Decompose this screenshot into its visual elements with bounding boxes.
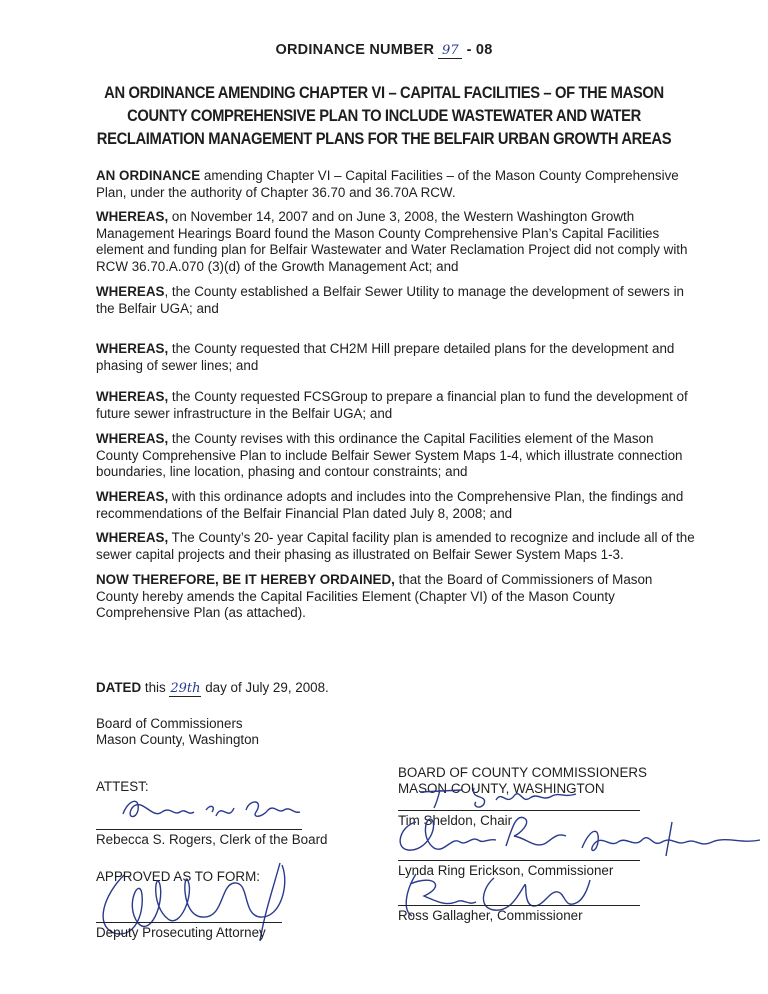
gallagher-name: Ross Gallagher, Commissioner	[398, 908, 583, 923]
paragraph-intro: AN ORDINANCE amending Chapter VI – Capital Facilities – of the Mason County Comprehensive Plan, under the authority of Chapter 36.70 and 36.70A RCW.	[96, 168, 679, 200]
commission-heading-1: BOARD OF COUNTY COMMISSIONERS	[398, 765, 647, 780]
ordinance-label: ORDINANCE NUMBER	[275, 42, 435, 58]
paragraph-whereas-ch2m: WHEREAS, the County requested that CH2M Hill prepare detailed plans for the development and phasing of sewer lines; and	[96, 341, 675, 373]
paragraph-now-therefore: NOW THEREFORE, BE IT HEREBY ORDAINED, that the Board of Commissioners of Mason County hereby amends the Capital Facilities Element (Chapter VI) of the Mason County Comprehensive Plan (as attached).	[96, 572, 653, 620]
clerk-name: Rebecca S. Rogers, Clerk of the Board	[96, 832, 328, 847]
commission-heading-2: MASON COUNTY, WASHINGTON	[398, 781, 605, 796]
dated-line: DATED this 29th day of July 29, 2008.	[96, 680, 329, 696]
erickson-signature-extension	[576, 818, 766, 862]
ordinance-number-line	[0, 42, 768, 59]
paragraph-whereas-hearings-board: WHEREAS, on November 14, 2007 and on June 3, 2008, the Western Washington Growth Management Hearings Board found the Mason County Comprehensive Plan’s Capital Facilities element and funding plan for Belfair Wastewater and Water Reclamation Project did not comply with RCW 36.70.A.070 (3)(d) of the Growth Management Act; and	[96, 209, 688, 274]
erickson-signature	[386, 808, 576, 860]
dated-day-handwritten: 29th	[170, 681, 201, 696]
chair-name: Tim Sheldon, Chair	[398, 813, 513, 828]
ordinance-suffix: - 08	[466, 42, 493, 58]
paragraph-whereas-financial-plan: WHEREAS, with this ordinance adopts and includes into the Comprehensive Plan, the findings and recommendations of the Belfair Financial Plan dated July 8, 2008; and	[96, 489, 684, 521]
attest-label: ATTEST:	[96, 779, 149, 794]
attorney-title: Deputy Prosecuting Attorney	[96, 925, 266, 940]
paragraph-whereas-revises: WHEREAS, the County revises with this ordinance the Capital Facilities element of the Mason County Comprehensive Plan to include Belfair Sewer System Maps 1-4, which illustrate connection boundaries, line location, phasing and contour constraints; and	[96, 431, 683, 479]
board-line-2: Mason County, Washington	[96, 732, 260, 747]
gallagher-signature-line	[398, 905, 640, 906]
clerk-signature	[118, 792, 308, 826]
board-line-1: Board of Commissioners	[96, 716, 243, 731]
dated-label: DATED	[96, 680, 142, 695]
paragraph-whereas-fcsgroup: WHEREAS, the County requested FCSGroup to prepare a financial plan to fund the development of future sewer infrastructure in the Belfair UGA; and	[96, 389, 688, 421]
approved-label: APPROVED AS TO FORM:	[96, 869, 260, 884]
clerk-signature-line	[96, 829, 302, 830]
chair-signature	[414, 780, 594, 810]
erickson-signature-line	[398, 860, 640, 861]
ordinance-number-handwritten: 97	[438, 43, 462, 59]
paragraph-whereas-capital-plan: WHEREAS, The County’s 20- year Capital facility plan is amended to recognize and include all of the sewer capital projects and their phasing as illustrated on Belfair Sewer System Maps 1-3.	[96, 530, 695, 562]
ordinance-title: AN ORDINANCE AMENDING CHAPTER VI – CAPITAL FACILITIES – OF THE MASON COUNTY COMPREHENSIVE PLAN TO INCLUDE WASTEWATER AND WATER RECLAIMATION MANAGEMENT PLANS FOR THE BELFAIR URBAN GROWTH AREAS	[96, 84, 672, 148]
paragraph-whereas-sewer-utility: WHEREAS, the County established a Belfair Sewer Utility to manage the development of sewers in the Belfair UGA; and	[96, 284, 684, 316]
attorney-signature-line	[96, 922, 282, 923]
erickson-name: Lynda Ring Erickson, Commissioner	[398, 863, 614, 878]
